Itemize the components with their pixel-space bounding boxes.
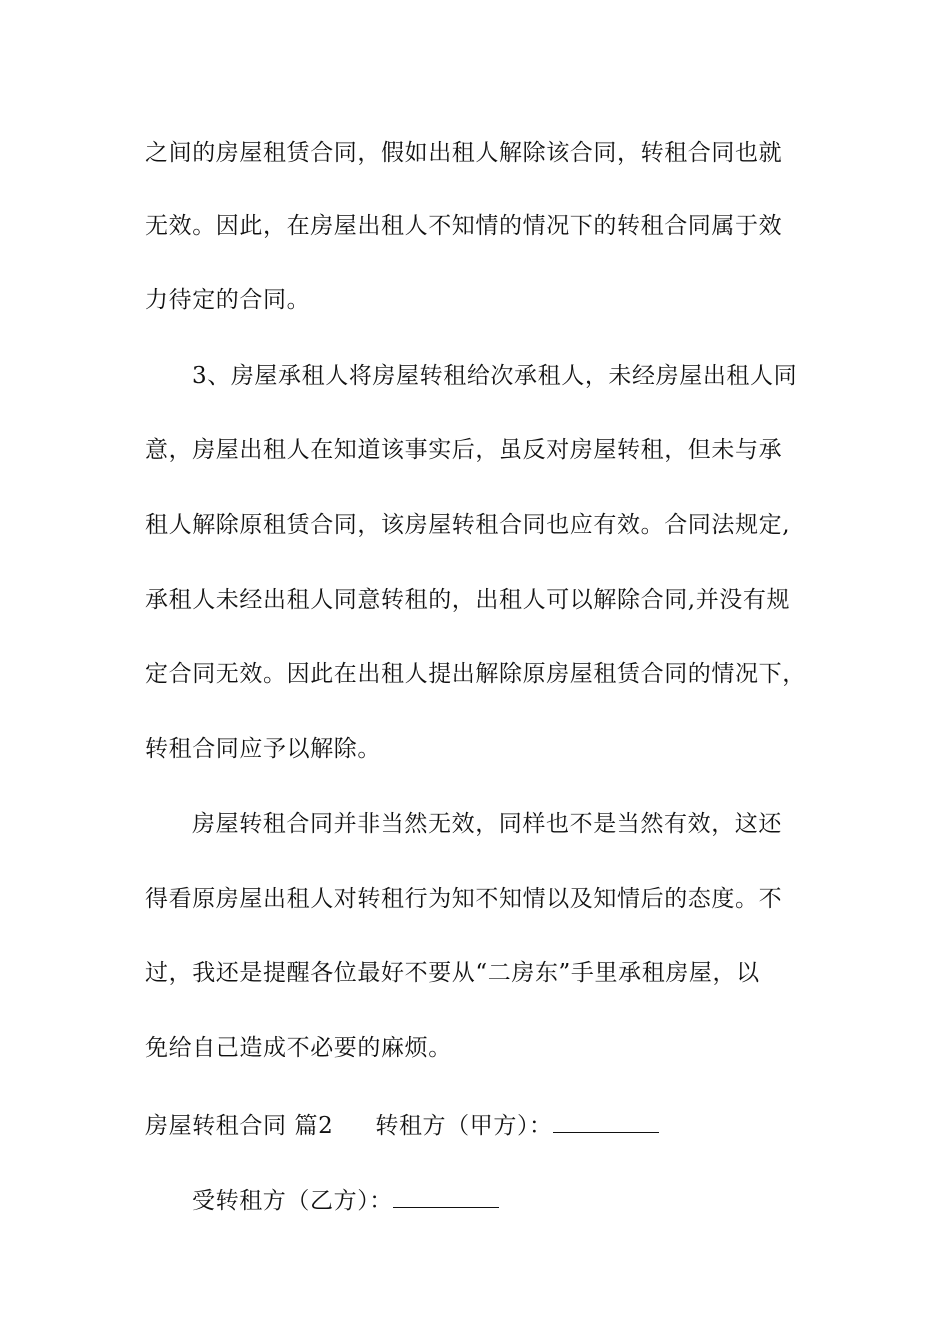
- party-a-label: 转租方（甲方）：: [375, 1113, 553, 1139]
- paragraph-2-line-3: 租人解除原租赁合同，该房屋转租合同也应有效。合同法规定,: [145, 512, 791, 538]
- paragraph-3-line-3: 过，我还是提醒各位最好不要从“二房东”手里承租房屋，以: [145, 960, 760, 986]
- paragraph-3-line-1: 房屋转租合同并非当然无效，同样也不是当然有效，这还: [192, 811, 782, 837]
- paragraph-2-line-4: 承租人未经出租人同意转租的，出租人可以解除合同,并没有规: [145, 587, 791, 613]
- paragraph-2-line-5: 定合同无效。因此在出租人提出解除原房屋租赁合同的情况下，: [145, 661, 806, 687]
- contract-heading-row: [145, 1108, 659, 1141]
- paragraph-1-line-2: 无效。因此，在房屋出租人不知情的情况下的转租合同属于效: [145, 213, 783, 239]
- paragraph-2-line-1: 3、房屋承租人将房屋转租给次承租人，未经房屋出租人同: [192, 363, 798, 389]
- party-b-row: [192, 1183, 499, 1216]
- paragraph-2-line-6: 转租合同应予以解除。: [145, 736, 381, 762]
- party-b-blank[interactable]: [393, 1183, 499, 1208]
- paragraph-1-line-1: 之间的房屋租赁合同，假如出租人解除该合同，转租合同也就: [145, 140, 783, 166]
- paragraph-1-line-3: 力待定的合同。: [145, 287, 311, 313]
- party-a-blank[interactable]: [553, 1108, 659, 1133]
- party-b-label: 受转租方（乙方）：: [192, 1188, 393, 1214]
- paragraph-3-line-4: 免给自己造成不必要的麻烦。: [145, 1035, 452, 1061]
- paragraph-2-line-2: 意，房屋出租人在知道该事实后，虽反对房屋转租，但未与承: [145, 437, 783, 463]
- contract-heading: 房屋转租合同 篇2: [145, 1113, 334, 1139]
- paragraph-3-line-2: 得看原房屋出租人对转租行为知不知情以及知情后的态度。不: [145, 886, 783, 912]
